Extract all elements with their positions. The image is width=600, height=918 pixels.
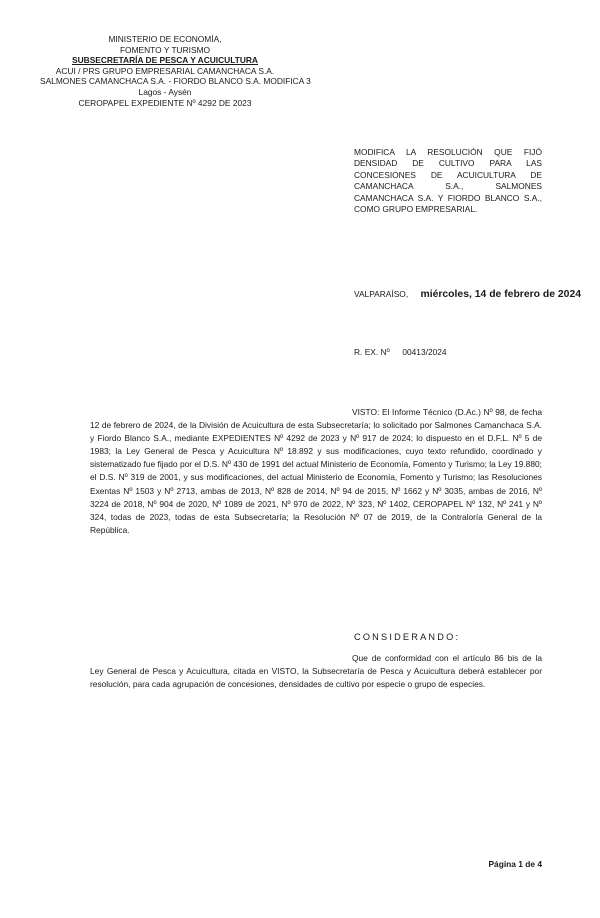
resolution-number-line — [354, 347, 447, 357]
resolution-number: 00413/2024 — [402, 347, 447, 357]
letterhead — [40, 34, 311, 108]
date-city: VALPARAÍSO, — [354, 289, 409, 299]
ministry-line: MINISTERIO DE ECONOMÍA, — [108, 34, 222, 44]
companies-reference: SALMONES CAMANCHACA S.A. - FIORDO BLANCO S.A. MODIFICA 3 — [40, 76, 311, 87]
resolution-number-label: R. EX. Nº — [354, 347, 390, 357]
division-reference: ACUI / PRS GRUPO EMPRESARIAL CAMANCHACA S.A. — [55, 65, 275, 76]
considerando-paragraph-1: Que de conformidad con el artículo 86 bis de la Ley General de Pesca y Acuicultura, citada en VISTO, la Subsecretaría de Pesca y Acuicultura deberá establecer por resolución, para cada agrupación de concesiones, densidades de cultivo por especie o grupo de especies. — [90, 653, 542, 690]
subsecretaria-line: SUBSECRETARÍA DE PESCA Y ACUICULTURA — [72, 55, 258, 66]
date-value: miércoles, 14 de febrero de 2024 — [420, 289, 582, 300]
visto-paragraph: VISTO: El Informe Técnico (D.Ac.) Nº 98, de fecha 12 de febrero de 2024, de la División de Acuicultura de esta Subsecretaría; lo solicitado por Salmones Camanchaca S.A. y Fiordo Blanco S.A., mediante EXPEDIENTES Nº 4292 de 2023 y Nº 917 de 2024; lo dispuesto en el D.F.L. Nº 5 de 1983; la Ley General de Pesca y Acuicultura Nº 18.892 y sus modificaciones, cuyo texto refundido, coordinado y sistematizado fue fijado por el D.S. Nº 430 de 1991 del actual Ministerio de Economía, Fomento y Turismo; la Ley 19.880; el D.S. Nº 319 de 2001, y sus modificaciones, del actual Ministerio de Economía, Fomento y Turismo; las Resoluciones Exentas Nº 1503 y Nº 2713, ambas de 2013, Nº 828 de 2014, Nº 94 de 2015, Nº 1662 y Nº 3035, ambas de 2016, Nº 3224 de 2018, Nº 904 de 2020, Nº 1089 de 2021, Nº 970 de 2022, Nº 323, Nº 1402, CEROPAPEL Nº 132, Nº 241 y Nº 324, todas de 2023, todas de esta Subsecretaría; la Resolución Nº 07 de 2019, de la Contraloría General de la República. — [90, 407, 542, 535]
region-reference: Lagos - Aysén — [138, 86, 192, 97]
ministry-line-2: FOMENTO Y TURISMO — [119, 44, 211, 55]
date-line — [354, 284, 581, 302]
expediente-reference: CEROPAPEL EXPEDIENTE Nº 4292 DE 2023 — [78, 97, 252, 108]
resolution-title: MODIFICA LA RESOLUCIÓN QUE FIJÓ DENSIDAD DE CULTIVO PARA LAS CONCESIONES DE ACUICULTURA DE CAMANCHACA S.A., SALMONES CAMANCHACA S.A. Y FIORDO BLANCO S.A., COMO GRUPO EMPRESARIAL. — [354, 147, 542, 215]
considerando-heading: CONSIDERANDO: — [354, 632, 461, 642]
page-number: Página 1 de 4 — [488, 859, 542, 869]
